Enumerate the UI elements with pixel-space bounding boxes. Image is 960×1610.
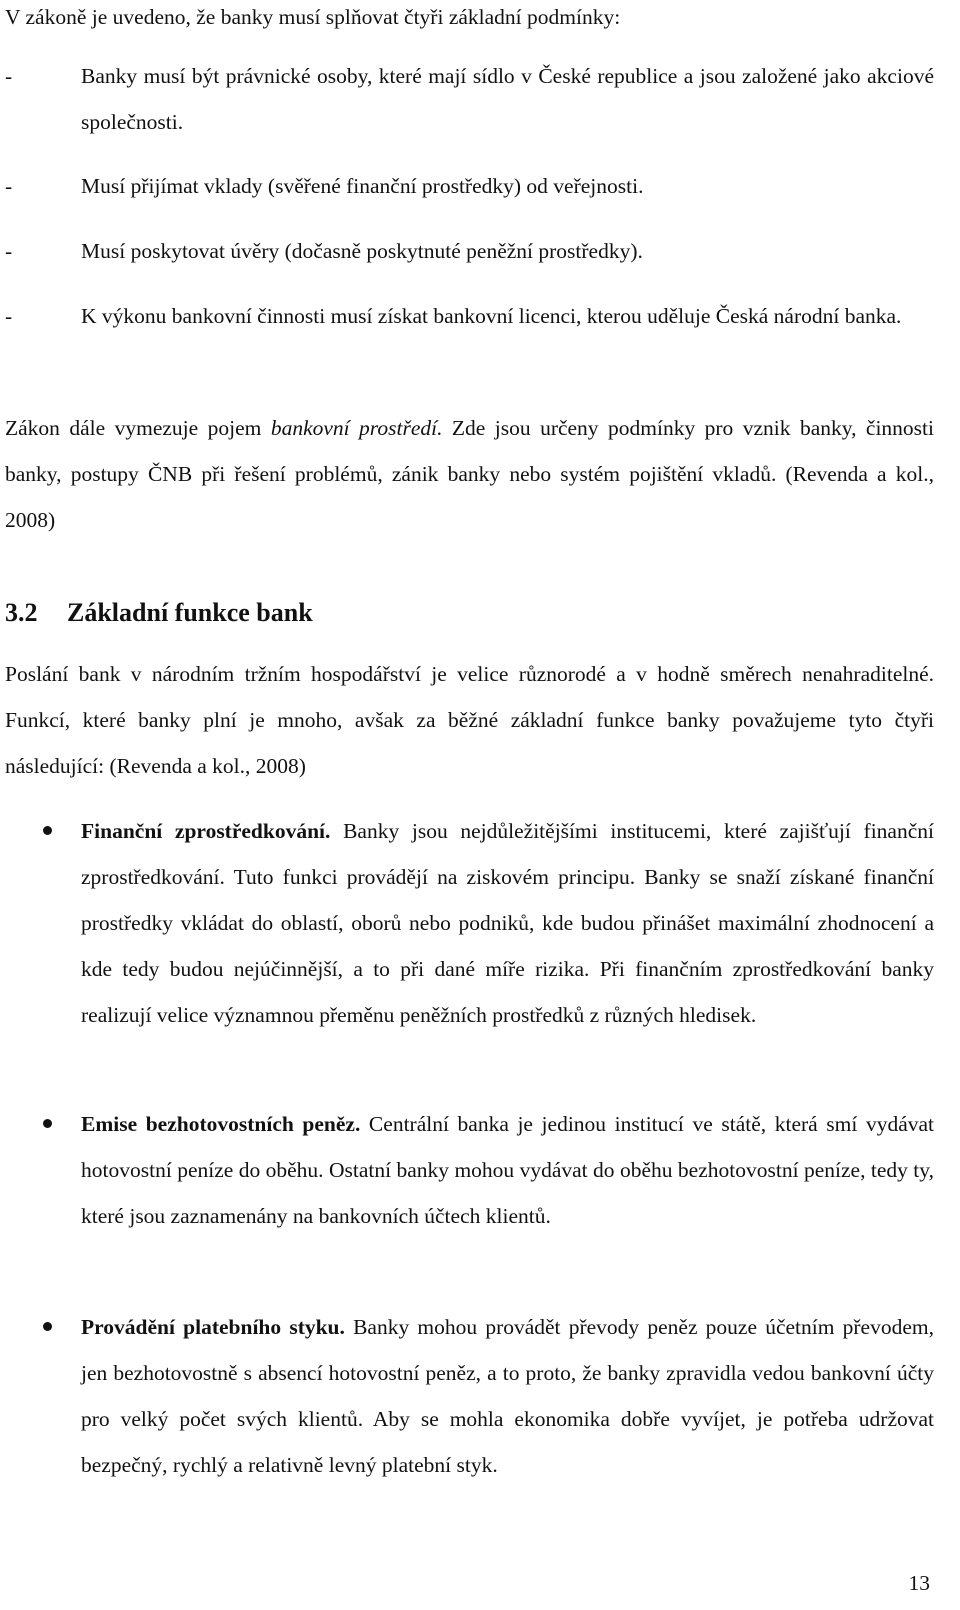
function-title: Provádění platebního styku. bbox=[81, 1315, 345, 1339]
condition-item bbox=[5, 228, 934, 274]
function-text bbox=[81, 808, 934, 1038]
function-text bbox=[81, 1304, 934, 1488]
section-number: 3.2 bbox=[5, 598, 38, 627]
page-number: 13 bbox=[908, 1571, 930, 1595]
function-item bbox=[5, 1304, 934, 1488]
condition-item bbox=[5, 53, 934, 145]
function-description: Banky jsou nejdůležitějšími institucemi, které zajišťují finanční zprostředkování. Tuto funkci provádějí na ziskovém principu. Banky se snaží získané finanční prostředky vkládat do oblastí, oborů nebo podniků, kde budou přinášet maximální zhodnocení a kde tedy budou nejúčinnější, a to při dané míře rizika. Při finančním zprostředkování banky realizují velice významnou přeměnu peněžních prostředků z různých hledisek. bbox=[81, 819, 934, 1027]
condition-text: Musí poskytovat úvěry (dočasně poskytnuté peněžní prostředky). bbox=[81, 239, 643, 263]
dash-marker: - bbox=[5, 64, 13, 88]
environment-paragraph bbox=[5, 405, 934, 543]
condition-text: Banky musí být právnické osoby, které mají sídlo v České republice a jsou založené jako akciové společnosti. bbox=[81, 64, 934, 134]
condition-item bbox=[5, 163, 934, 209]
environment-text-end: Zde jsou určeny podmínky pro vznik banky, činnosti banky, postupy ČNB při řešení problémů, zánik banky nebo systém pojištění vkladů. (Revenda a kol., 2008) bbox=[5, 416, 934, 532]
function-item bbox=[5, 808, 934, 1038]
condition-item bbox=[5, 293, 934, 339]
bullet-icon bbox=[43, 826, 52, 835]
function-title: Emise bezhotovostních peněz. bbox=[81, 1112, 361, 1136]
function-title: Finanční zprostředkování. bbox=[81, 819, 331, 843]
section-title: Základní funkce bank bbox=[67, 598, 313, 627]
dash-marker: - bbox=[5, 239, 13, 263]
condition-text: K výkonu bankovní činnosti musí získat bankovní licenci, kterou uděluje Česká národní banka. bbox=[81, 304, 902, 328]
function-description: Centrální banka je jedinou institucí ve státě, která smí vydávat hotovostní peníze do oběhu. Ostatní banky mohou vydávat do oběhu bezhotovostní peníze, tedy ty, které jsou zaznamenány na bankovních účtech klientů. bbox=[81, 1112, 934, 1228]
section-intro-paragraph: Poslání bank v národním tržním hospodářství je velice různorodé a v hodně směrech nenahraditelné. Funkcí, které banky plní je mnoho, avšak za běžné základní funkce banky považujeme tyto čtyři následující: (Revenda a kol., 2008) bbox=[5, 662, 934, 778]
section-heading bbox=[5, 597, 313, 629]
intro-paragraph: V zákoně je uvedeno, že banky musí splňovat čtyři základní podmínky: bbox=[5, 5, 621, 29]
environment-term: bankovní prostředí. bbox=[270, 416, 443, 440]
dash-marker: - bbox=[5, 174, 13, 198]
function-item bbox=[5, 1101, 934, 1239]
function-text bbox=[81, 1101, 934, 1239]
condition-text: Musí přijímat vklady (svěřené finanční prostředky) od veřejnosti. bbox=[81, 174, 644, 198]
bullet-icon bbox=[43, 1322, 52, 1331]
function-description: Banky mohou provádět převody peněz pouze účetním převodem, jen bezhotovostně s absencí hotovostní peněz, a to proto, že banky zpravidla vedou bankovní účty pro velký počet svých klientů. Aby se mohla ekonomika dobře vyvíjet, je potřeba udržovat bezpečný, rychlý a relativně levný platební styk. bbox=[81, 1315, 934, 1477]
dash-marker: - bbox=[5, 304, 13, 328]
bullet-icon bbox=[43, 1119, 52, 1128]
environment-text-start: Zákon dále vymezuje pojem bbox=[5, 416, 271, 440]
